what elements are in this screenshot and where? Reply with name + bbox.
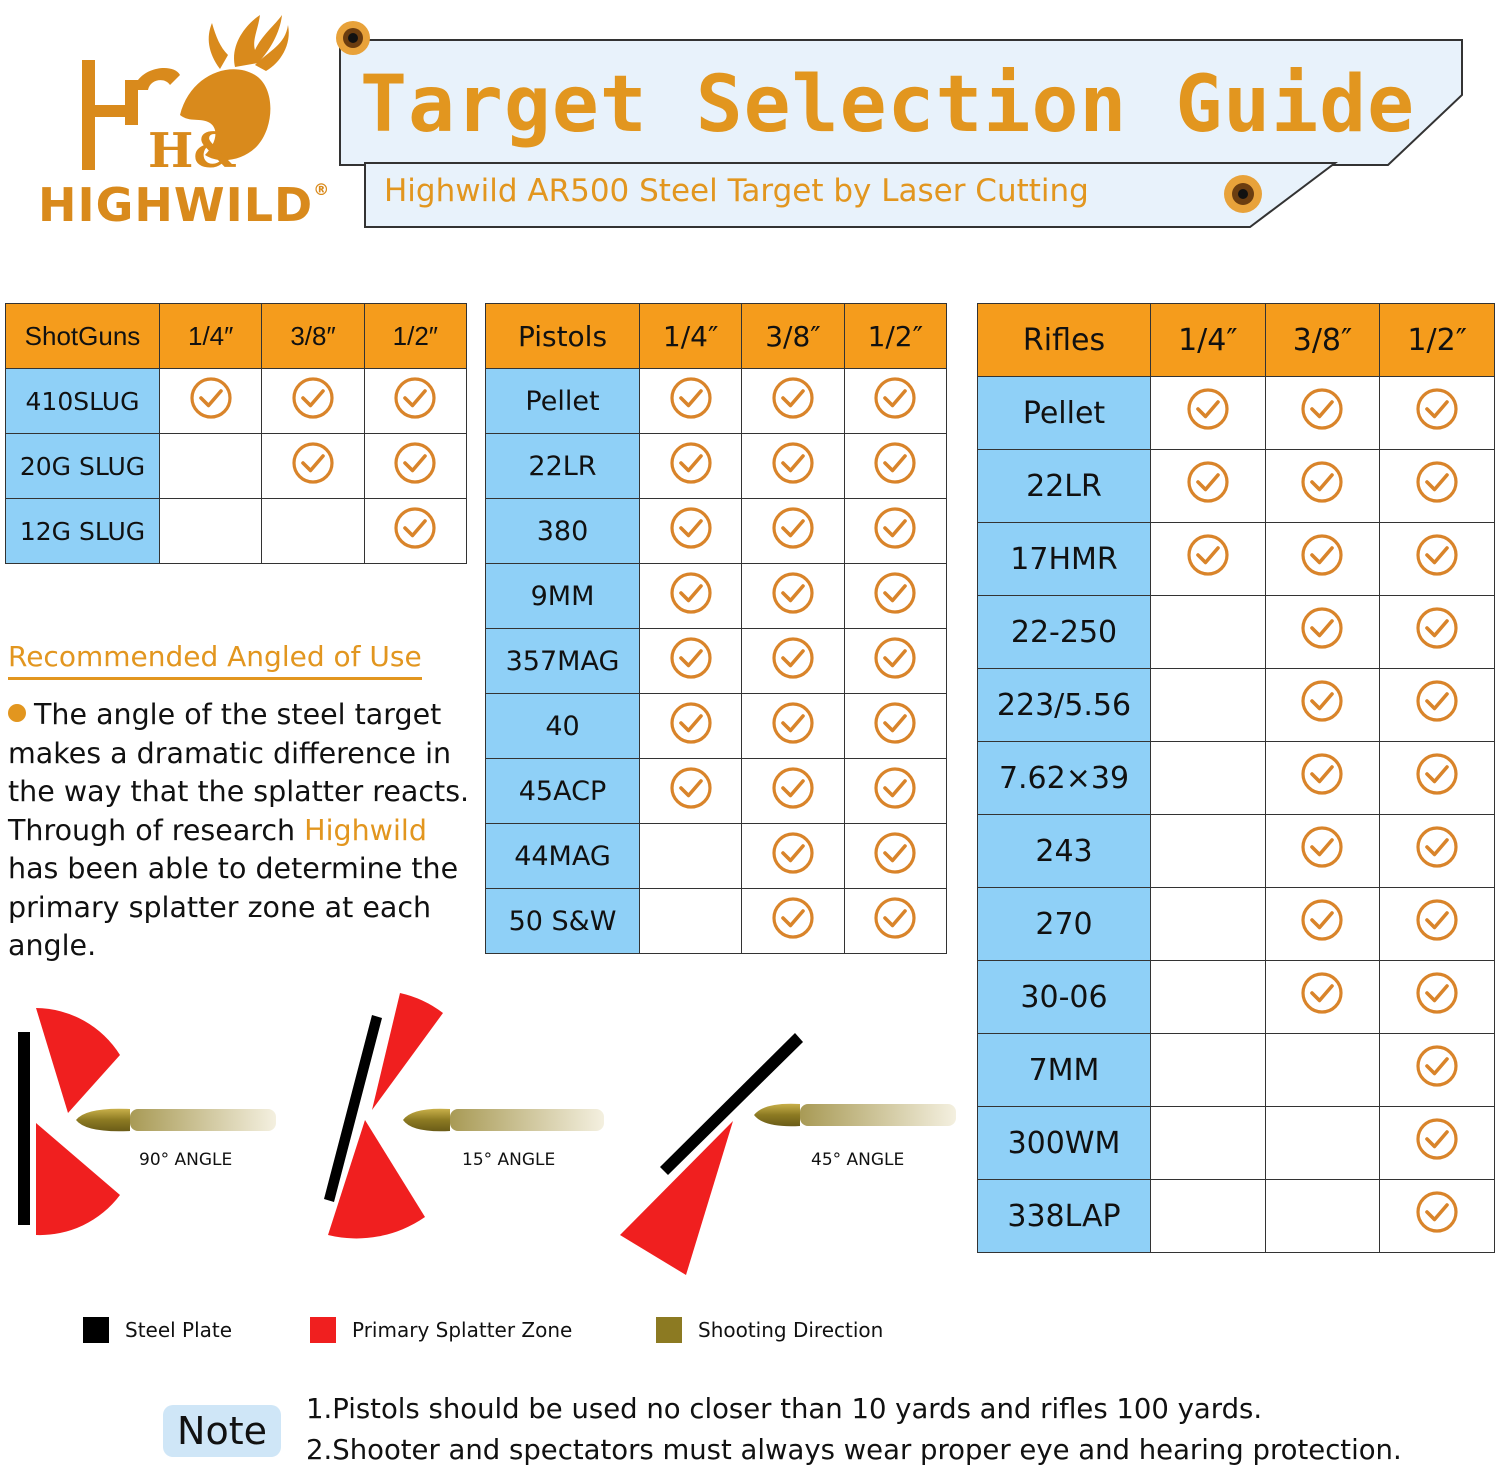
suitability-cell xyxy=(1151,669,1266,742)
suitability-cell xyxy=(262,434,364,499)
check-icon xyxy=(1300,971,1344,1015)
note-line-1: 1.Pistols should be used no closer than 10 yards and rifles 100 yards. xyxy=(306,1393,1263,1425)
suitability-cell xyxy=(844,629,946,694)
suitability-cell xyxy=(1380,596,1495,669)
suitability-cell xyxy=(844,889,946,954)
recommendation-body: The angle of the steel target makes a dramatic difference in the way that the splatter reacts. Through of research Highwild has been able to determine the primary splatter zone at each angle. xyxy=(8,698,470,962)
suitability-cell xyxy=(1265,596,1380,669)
suitability-cell xyxy=(844,564,946,629)
suitability-cell xyxy=(640,694,742,759)
table-row xyxy=(486,434,947,499)
check-icon xyxy=(1415,971,1459,1015)
suitability-cell xyxy=(364,499,466,564)
angle-label-45: 45° ANGLE xyxy=(811,1150,905,1170)
caliber-label: 9MM xyxy=(486,564,640,629)
suitability-cell xyxy=(742,759,844,824)
check-icon xyxy=(1300,825,1344,869)
suitability-cell xyxy=(640,629,742,694)
suitability-cell xyxy=(1265,450,1380,523)
suitability-cell xyxy=(1380,1034,1495,1107)
check-icon xyxy=(1300,898,1344,942)
check-icon xyxy=(771,506,815,550)
check-icon xyxy=(771,636,815,680)
suitability-cell xyxy=(1151,377,1266,450)
check-icon xyxy=(1300,460,1344,504)
table-header-thickness: 1/2″ xyxy=(844,304,946,369)
check-icon xyxy=(1415,679,1459,723)
table-header-row xyxy=(978,304,1495,377)
suitability-cell xyxy=(1265,377,1380,450)
check-icon xyxy=(873,506,917,550)
table-header-category: Rifles xyxy=(978,304,1151,377)
legend-swatch xyxy=(310,1317,336,1343)
check-icon xyxy=(1415,460,1459,504)
table-header-thickness: 3/8″ xyxy=(1265,304,1380,377)
table-row xyxy=(978,1180,1495,1253)
splatter-angle-diagram xyxy=(0,985,970,1285)
angle-15-diagram xyxy=(324,993,604,1238)
check-icon xyxy=(1415,752,1459,796)
suitability-cell xyxy=(1380,523,1495,596)
caliber-label: 7MM xyxy=(978,1034,1151,1107)
check-icon xyxy=(771,896,815,940)
suitability-cell xyxy=(1265,815,1380,888)
caliber-label: 338LAP xyxy=(978,1180,1151,1253)
suitability-cell xyxy=(262,499,364,564)
check-icon xyxy=(771,701,815,745)
suitability-cell xyxy=(640,759,742,824)
suitability-cell xyxy=(1265,669,1380,742)
caliber-label: 22-250 xyxy=(978,596,1151,669)
caliber-label: 410SLUG xyxy=(6,369,160,434)
suitability-cell xyxy=(1151,1180,1266,1253)
check-icon xyxy=(393,441,437,485)
suitability-cell xyxy=(1380,450,1495,523)
logo-monogram: H& xyxy=(148,123,237,179)
suitability-cell xyxy=(160,434,262,499)
table-row xyxy=(978,1034,1495,1107)
table-row xyxy=(486,499,947,564)
suitability-cell xyxy=(1151,450,1266,523)
suitability-cell xyxy=(1265,1107,1380,1180)
check-icon xyxy=(771,571,815,615)
suitability-cell xyxy=(742,564,844,629)
suitability-cell xyxy=(1380,815,1495,888)
suitability-cell xyxy=(1151,815,1266,888)
suitability-cell xyxy=(742,499,844,564)
caliber-label: 357MAG xyxy=(486,629,640,694)
check-icon xyxy=(1415,606,1459,650)
table-row xyxy=(978,377,1495,450)
caliber-label: 223/5.56 xyxy=(978,669,1151,742)
suitability-cell xyxy=(1151,1107,1266,1180)
table-header-row xyxy=(6,304,467,369)
check-icon xyxy=(873,571,917,615)
angle-45-diagram xyxy=(620,1033,956,1275)
table-header-category: ShotGuns xyxy=(6,304,160,369)
check-icon xyxy=(291,376,335,420)
suitability-cell xyxy=(640,824,742,889)
suitability-cell xyxy=(1380,961,1495,1034)
table-row xyxy=(6,369,467,434)
legend-swatch xyxy=(83,1317,109,1343)
suitability-cell xyxy=(1151,523,1266,596)
bullet-icon xyxy=(76,1109,276,1132)
caliber-label: 22LR xyxy=(978,450,1151,523)
suitability-cell xyxy=(1265,1180,1380,1253)
steel-plate xyxy=(18,1032,30,1225)
check-icon xyxy=(1415,1117,1459,1161)
table-row xyxy=(6,499,467,564)
check-icon xyxy=(1186,533,1230,577)
table-row xyxy=(978,669,1495,742)
table-header-thickness: 1/2″ xyxy=(364,304,466,369)
suitability-cell xyxy=(640,434,742,499)
angle-90-diagram xyxy=(18,1008,276,1235)
check-icon xyxy=(1300,606,1344,650)
table-header-row xyxy=(486,304,947,369)
suitability-cell xyxy=(742,629,844,694)
suitability-cell xyxy=(742,889,844,954)
table-row xyxy=(978,523,1495,596)
caliber-label: 40 xyxy=(486,694,640,759)
suitability-cell xyxy=(1151,596,1266,669)
table-row xyxy=(978,1107,1495,1180)
suitability-cell xyxy=(1265,961,1380,1034)
note-line-2: 2.Shooter and spectators must always wear proper eye and hearing protection. xyxy=(306,1434,1402,1466)
check-icon xyxy=(1186,387,1230,431)
steel-plate xyxy=(660,1033,803,1175)
caliber-label: 22LR xyxy=(486,434,640,499)
table-row xyxy=(486,629,947,694)
check-icon xyxy=(873,376,917,420)
table-row xyxy=(486,889,947,954)
suitability-cell xyxy=(844,824,946,889)
splatter-zone xyxy=(620,1121,733,1275)
check-icon xyxy=(873,896,917,940)
suitability-cell xyxy=(742,369,844,434)
suitability-cell xyxy=(160,369,262,434)
bullet-dot-icon xyxy=(8,704,26,722)
caliber-label: 380 xyxy=(486,499,640,564)
table-row xyxy=(978,742,1495,815)
check-icon xyxy=(771,376,815,420)
check-icon xyxy=(1415,387,1459,431)
table-row xyxy=(6,434,467,499)
check-icon xyxy=(669,441,713,485)
legend-shooting-direction: Shooting Direction xyxy=(656,1316,883,1344)
caliber-label: 30-06 xyxy=(978,961,1151,1034)
suitability-cell xyxy=(160,499,262,564)
check-icon xyxy=(873,831,917,875)
check-icon xyxy=(771,831,815,875)
check-icon xyxy=(1300,752,1344,796)
check-icon xyxy=(669,636,713,680)
suitability-cell xyxy=(844,694,946,759)
suitability-cell xyxy=(844,434,946,499)
note-badge: Note xyxy=(163,1405,281,1457)
suitability-cell xyxy=(640,499,742,564)
check-icon xyxy=(669,571,713,615)
suitability-cell xyxy=(1265,742,1380,815)
suitability-cell xyxy=(844,759,946,824)
table-header-category: Pistols xyxy=(486,304,640,369)
check-icon xyxy=(669,701,713,745)
check-icon xyxy=(669,766,713,810)
bullet-hole-icon xyxy=(1224,175,1262,213)
table-header-thickness: 1/4″ xyxy=(160,304,262,369)
check-icon xyxy=(1415,1190,1459,1234)
check-icon xyxy=(393,376,437,420)
table-row xyxy=(486,694,947,759)
caliber-label: 44MAG xyxy=(486,824,640,889)
shotguns-table xyxy=(5,303,467,564)
check-icon xyxy=(771,766,815,810)
legend-swatch xyxy=(656,1317,682,1343)
suitability-cell xyxy=(1380,669,1495,742)
caliber-label: Pellet xyxy=(486,369,640,434)
table-row xyxy=(486,369,947,434)
suitability-cell xyxy=(1380,1107,1495,1180)
bullet-hole-icon xyxy=(336,21,370,55)
suitability-cell xyxy=(844,369,946,434)
suitability-cell xyxy=(844,499,946,564)
check-icon xyxy=(189,376,233,420)
check-icon xyxy=(1415,1044,1459,1088)
table-header-thickness: 1/2″ xyxy=(1380,304,1495,377)
angle-label-15: 15° ANGLE xyxy=(462,1150,556,1170)
table-row xyxy=(978,961,1495,1034)
recommendation-heading: Recommended Angled of Use xyxy=(8,640,422,680)
suitability-cell xyxy=(1265,523,1380,596)
check-icon xyxy=(1415,898,1459,942)
suitability-cell xyxy=(1380,888,1495,961)
suitability-cell xyxy=(1265,888,1380,961)
check-icon xyxy=(873,441,917,485)
check-icon xyxy=(873,701,917,745)
page-title: Target Selection Guide xyxy=(360,60,1416,150)
table-row xyxy=(978,450,1495,523)
check-icon xyxy=(1300,533,1344,577)
suitability-cell xyxy=(742,434,844,499)
check-icon xyxy=(669,376,713,420)
rifles-table xyxy=(977,303,1495,1253)
suitability-cell xyxy=(1151,742,1266,815)
table-row xyxy=(978,815,1495,888)
suitability-cell xyxy=(1151,961,1266,1034)
check-icon xyxy=(393,506,437,550)
caliber-label: 50 S&W xyxy=(486,889,640,954)
bullet-icon xyxy=(403,1109,604,1132)
check-icon xyxy=(873,766,917,810)
suitability-cell xyxy=(640,889,742,954)
check-icon xyxy=(771,441,815,485)
suitability-cell xyxy=(1151,888,1266,961)
splatter-zone xyxy=(372,993,443,1110)
table-row xyxy=(978,888,1495,961)
table-header-thickness: 1/4″ xyxy=(1151,304,1266,377)
legend-splatter-zone: Primary Splatter Zone xyxy=(310,1316,572,1344)
brand-name: HIGHWILD® xyxy=(38,178,331,232)
caliber-label: 45ACP xyxy=(486,759,640,824)
table-row xyxy=(978,596,1495,669)
table-header-thickness: 1/4″ xyxy=(640,304,742,369)
suitability-cell xyxy=(640,369,742,434)
caliber-label: 17HMR xyxy=(978,523,1151,596)
suitability-cell xyxy=(1265,1034,1380,1107)
suitability-cell xyxy=(742,824,844,889)
page-subtitle: Highwild AR500 Steel Target by Laser Cutting xyxy=(384,173,1089,209)
suitability-cell xyxy=(1380,1180,1495,1253)
check-icon xyxy=(873,636,917,680)
suitability-cell xyxy=(742,694,844,759)
suitability-cell xyxy=(1151,1034,1266,1107)
check-icon xyxy=(1300,387,1344,431)
table-header-thickness: 3/8″ xyxy=(742,304,844,369)
caliber-label: 20G SLUG xyxy=(6,434,160,499)
caliber-label: 12G SLUG xyxy=(6,499,160,564)
suitability-cell xyxy=(640,564,742,629)
check-icon xyxy=(1415,825,1459,869)
suitability-cell xyxy=(364,369,466,434)
legend-steel-plate: Steel Plate xyxy=(83,1316,232,1344)
table-row xyxy=(486,824,947,889)
caliber-label: 300WM xyxy=(978,1107,1151,1180)
bullet-icon xyxy=(754,1104,956,1127)
caliber-label: Pellet xyxy=(978,377,1151,450)
check-icon xyxy=(1300,679,1344,723)
suitability-cell xyxy=(1380,742,1495,815)
check-icon xyxy=(669,506,713,550)
caliber-label: 7.62×39 xyxy=(978,742,1151,815)
check-icon xyxy=(291,441,335,485)
table-row xyxy=(486,759,947,824)
splatter-zone xyxy=(36,1008,120,1113)
caliber-label: 243 xyxy=(978,815,1151,888)
table-row xyxy=(486,564,947,629)
check-icon xyxy=(1415,533,1459,577)
table-header-thickness: 3/8″ xyxy=(262,304,364,369)
angle-label-90: 90° ANGLE xyxy=(139,1150,233,1170)
caliber-label: 270 xyxy=(978,888,1151,961)
check-icon xyxy=(1186,460,1230,504)
suitability-cell xyxy=(262,369,364,434)
suitability-cell xyxy=(1380,377,1495,450)
pistols-table xyxy=(485,303,947,954)
suitability-cell xyxy=(364,434,466,499)
splatter-zone xyxy=(36,1123,120,1235)
